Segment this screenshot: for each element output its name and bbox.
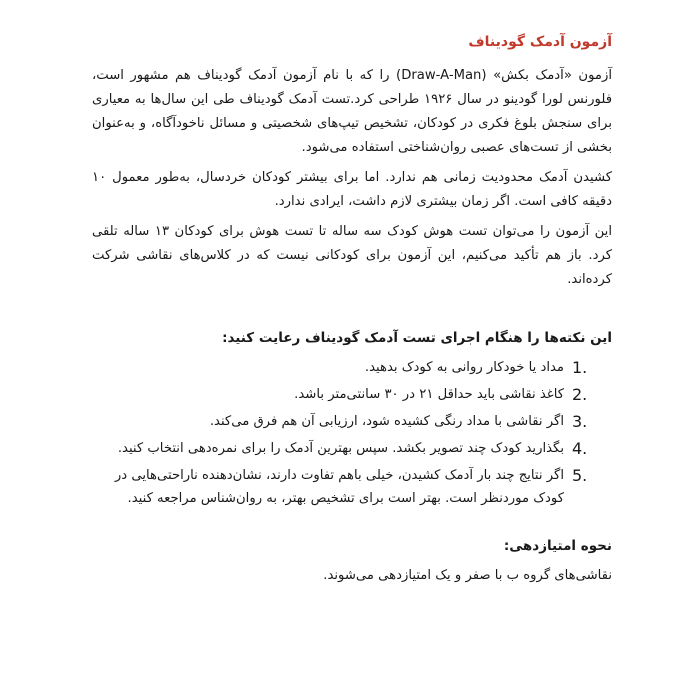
- list-item: [92, 437, 612, 460]
- list-item-text: مداد یا خودکار روانی به کودک بدهید.: [364, 360, 564, 375]
- scoring-text: نقاشی‌های گروه ب با صفر و یک امتیازدهی می‌شوند.: [323, 568, 612, 583]
- list-item-text: بگذارید کودک چند تصویر بکشد. سپس بهترین آدمک را برای نمره‌دهی انتخاب کنید.: [117, 441, 564, 456]
- list-number: 5.: [572, 466, 588, 485]
- list-item-text: اگر نقاشی با مداد رنگی کشیده شود، ارزیابی آن هم فرق می‌کند.: [209, 414, 564, 429]
- document-title: آزمون آدمک گودیناف: [468, 34, 612, 50]
- list-number: 2.: [572, 385, 588, 404]
- list-number: 1.: [572, 358, 588, 377]
- list-item: [92, 410, 612, 433]
- list-item: [92, 383, 612, 406]
- list-item-text: کاغذ نقاشی باید حداقل ۲۱ در ۳۰ سانتی‌متر باشد.: [294, 387, 564, 402]
- list-number: 3.: [572, 412, 588, 431]
- notes-list: [92, 356, 612, 510]
- paragraph-age-range: این آزمون را می‌توان تست هوش کودک سه ساله تا تست هوش برای کودکان ۱۳ ساله تلقی کرد. باز هم تأکید می‌کنیم، این آزمون برای کودکانی نیست که در کلاس‌های نقاشی شرکت کرده‌اند.: [92, 224, 612, 287]
- list-item: [92, 356, 612, 379]
- list-number: 4.: [572, 439, 588, 458]
- paragraph-time-limit: کشیدن آدمک محدودیت زمانی هم ندارد. اما برای بیشتر کودکان خردسال، به‌طور معمول ۱۰ دقیقه کافی است. اگر زمان بیشتری لازم داشت، ایرادی ندارد.: [92, 170, 612, 209]
- notes-heading: این نکته‌ها را هنگام اجرای تست آدمک گودیناف رعایت کنید:: [222, 330, 612, 346]
- list-item-text: اگر نتایج چند بار آدمک کشیدن، خیلی باهم تفاوت دارند، نشان‌دهنده ناراحتی‌هایی در کودک موردنظر است. بهتر است برای تشخیص بهتر، به روان‌شناس مراجعه کنید.: [114, 468, 564, 506]
- scoring-heading: نحوه امتیازدهی:: [503, 538, 612, 554]
- list-item: [92, 464, 612, 510]
- paragraph-intro: آزمون «آدمک بکش» (Draw-A-Man) را که با نام آزمون آدمک گودیناف هم مشهور است، فلورنس لورا گودینو در سال ۱۹۲۶ طراحی کرد.تست آدمک گودیناف طی این سال‌ها به معیاری برای سنجش بلوغ فکری در کودکان، تشخیص تیپ‌های شخصیتی و مسائل ناخودآگاه، و به‌عنوان بخشی از تست‌های عصبی روان‌شناختی استفاده می‌شود.: [92, 68, 612, 155]
